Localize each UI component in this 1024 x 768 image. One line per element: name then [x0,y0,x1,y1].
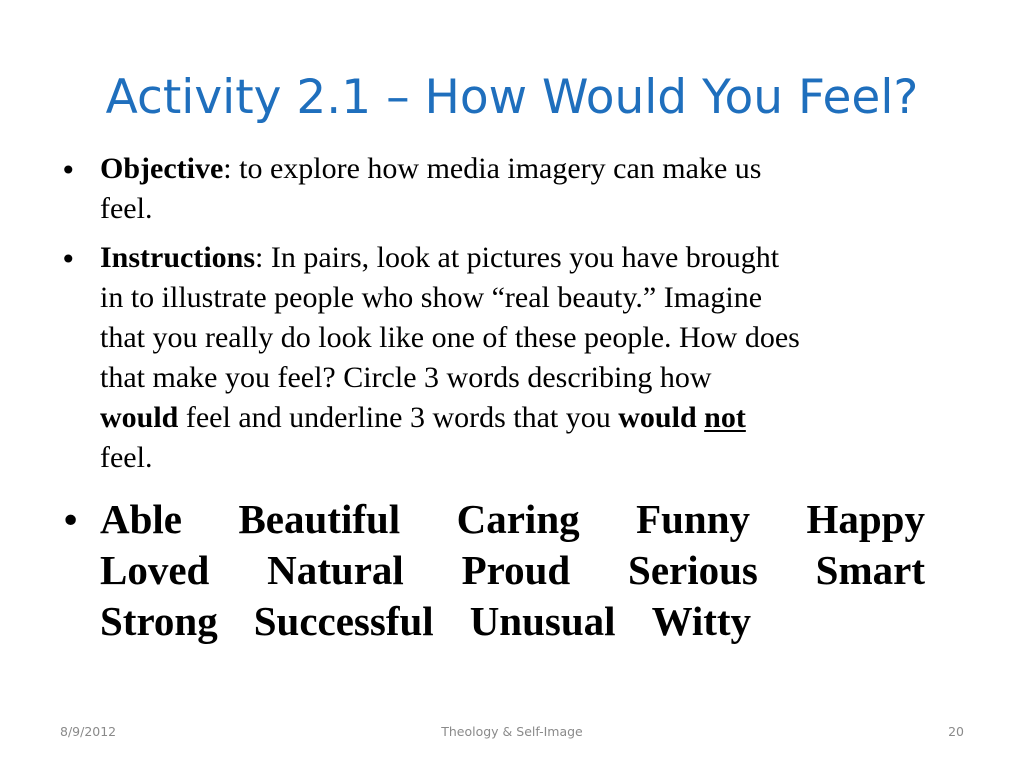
word-row-1 [100,494,925,545]
bullet-marker: • [60,154,77,187]
word: Strong [100,598,218,644]
footer-date: 8/9/2012 [60,724,117,739]
instructions-line-1 [100,238,980,278]
instructions-line-3: that you really do look like one of these people. How does [100,321,800,354]
instructions-text-line-1: In pairs, look at pictures you have brought [263,241,780,274]
word-row-2 [100,545,925,596]
instructions-text [100,238,980,478]
word: Unusual [469,598,616,644]
instructions-line-6: feel. [100,441,153,474]
instructions-label: Instructions [100,241,256,274]
word: Smart [815,547,925,593]
word-bank [100,494,925,647]
word: Beautiful [238,496,401,542]
instructions-line-5-middle: feel and underline 3 words that you [178,401,619,434]
word: Natural [267,547,404,593]
word: Caring [456,496,580,542]
slide-title: Activity 2.1 – How Would You Feel? [105,70,919,125]
bullet-marker: • [60,501,82,542]
objective-label: Objective [100,152,224,185]
word: Proud [461,547,571,593]
objective-line-1 [100,149,950,189]
instructions-separator: : [255,241,264,274]
emphasis-would: would [100,401,179,434]
objective-separator: : [223,152,232,185]
instructions-line-5 [100,398,980,438]
objective-line-2: feel. [100,192,153,225]
word: Loved [100,547,210,593]
instructions-line-2: in to illustrate people who show “real beauty.” Imagine [100,281,763,314]
footer-title: Theology & Self-Image [441,724,583,739]
emphasis-would: would [618,401,697,434]
word: Able [100,496,182,542]
objective-text [100,149,950,229]
bullet-marker: • [60,243,77,276]
objective-text-line-1: to explore how media imagery can make us [231,152,762,185]
instructions-line-4: that make you feel? Circle 3 words describing how [100,361,712,394]
word: Serious [628,547,758,593]
word: Funny [636,496,751,542]
word: Successful [253,598,434,644]
emphasis-not-underlined: not [704,401,746,434]
word: Witty [651,598,752,644]
slide-number: 20 [948,724,964,739]
word: Happy [806,496,925,542]
word-row-3 [100,596,925,647]
